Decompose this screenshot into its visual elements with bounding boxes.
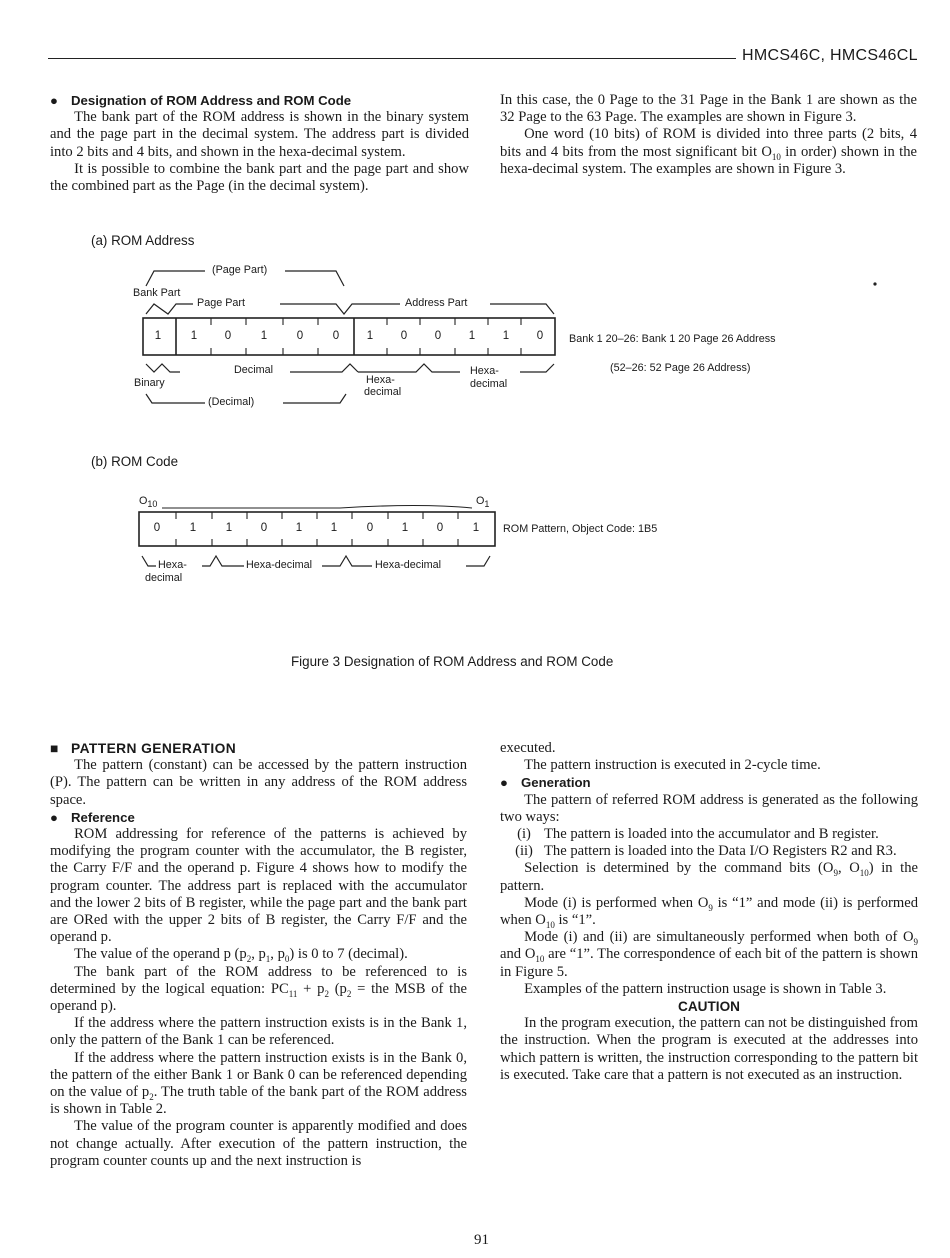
- paragraph: The bank part of the ROM address is shown in the binary system and the page part in the decimal system. The address part is divided into 2 bits and 4 bits, and shown in the hexa-decimal system.: [50, 109, 469, 160]
- section-heading-text: PATTERN GENERATION: [71, 741, 237, 756]
- code-hexa-label-b: decimal: [145, 572, 183, 584]
- code-bit: 1: [401, 522, 409, 534]
- pattern-generation-left-column: [50, 740, 467, 1170]
- code-hexa-right-label: Hexa-decimal: [375, 559, 442, 571]
- brace-line: [358, 364, 460, 372]
- brace-line: [283, 394, 346, 403]
- page-part-label: Page Part: [197, 297, 246, 309]
- square-bullet-icon: ■: [50, 741, 59, 756]
- page-note: (52–26: 52 Page 26 Address): [610, 362, 751, 374]
- paragraph: Selection is determined by the command bits ($O_9$, $O_{10}$) in the pattern.: [500, 860, 918, 894]
- address-bit: 1: [190, 330, 198, 342]
- list-item: (i) The pattern is loaded into the accumulator and B register.: [517, 826, 879, 843]
- brace-line: [520, 364, 554, 372]
- bit-range-line: [162, 506, 472, 509]
- section-heading: [50, 740, 467, 757]
- page-part-brace-label: (Page Part): [212, 264, 268, 276]
- address-bit: 0: [400, 330, 408, 342]
- bank-part-label: Bank Part: [133, 287, 181, 299]
- address-bit: 0: [296, 330, 304, 342]
- intro-heading: [50, 92, 469, 109]
- figure-a-label: (a) ROM Address: [91, 233, 195, 248]
- paragraph: executed.: [500, 740, 556, 756]
- code-bit: 0: [436, 522, 444, 534]
- list-item: (ii) The pattern is loaded into the Data I/O Registers R2 and R3.: [515, 843, 897, 860]
- hexa-label-1a: Hexa-: [366, 374, 395, 386]
- address-box: [143, 318, 555, 355]
- paragraph: The pattern instruction is executed in 2-cycle time.: [524, 757, 821, 774]
- address-bit: 1: [260, 330, 268, 342]
- brace-line: [280, 304, 400, 314]
- code-bit: 1: [189, 522, 197, 534]
- brace-line: [466, 556, 490, 566]
- code-bit: 1: [225, 522, 233, 534]
- pattern-generation-right-column: [500, 740, 918, 1084]
- caution-heading: CAUTION: [678, 999, 740, 1015]
- bullet-icon: ●: [50, 809, 58, 825]
- stray-dot: [873, 282, 876, 285]
- hexa-label-1b: decimal: [364, 386, 402, 398]
- intro-right-column: [500, 92, 917, 178]
- code-bit: 0: [153, 522, 161, 534]
- brace-line: [322, 556, 372, 566]
- paragraph: One word (10 bits) of ROM is divided into three parts (2 bits, 4 bits and 4 bits from the most significant bit $O_{10}$ in order) shown in the hexa-decimal system. The examples are shown in Figure 3.: [500, 126, 917, 177]
- paragraph: If the address where the pattern instruction exists is in the Bank 0, the pattern of the either Bank 1 or Bank 0 can be referenced depending on the value of $p_2$. The truth table of the bank part of the ROM address is shown in Table 2.: [50, 1049, 467, 1118]
- hexa-label-2a: Hexa-: [470, 365, 499, 377]
- subheading-generation: ● Generation: [500, 775, 591, 791]
- paragraph: In the program execution, the pattern can not be distinguished from the instruction. When the program is executed at the addresses into which pattern is written, the instruction corresponding to the pattern bit is executed. Take care that a pattern is not executed as an instruction.: [500, 1015, 918, 1083]
- paragraph: The bank part of the ROM address to be referenced to is determined by the logical equation: $PC_{11} + p_2$ ($p_2$ = the MSB of the operand p).: [50, 963, 468, 1015]
- brace-line: [142, 556, 156, 566]
- paragraph: Mode (i) is performed when $O_9$ is “1” and mode (ii) is performed when $O_{10}$ is “1”.: [500, 894, 918, 930]
- paragraph: In this case, the 0 Page to the 31 Page in the Bank 1 are shown as the 32 Page to the 63 Page. The examples are shown in Figure 3.: [500, 92, 917, 126]
- decimal-label: Decimal: [234, 364, 273, 376]
- paragraph: The pattern (constant) can be accessed by the pattern instruction (P). The pattern can be written in any address of the ROM address space.: [50, 757, 467, 808]
- code-hexa-label-a: Hexa-: [158, 559, 187, 571]
- address-bit: 1: [502, 330, 510, 342]
- address-bit: 0: [434, 330, 442, 342]
- code-bit: 0: [260, 522, 268, 534]
- page-number: 91: [474, 1232, 489, 1248]
- o10-label: $O_{10}$: [139, 495, 158, 510]
- code-bit: 1: [472, 522, 480, 534]
- bullet-icon: ●: [50, 93, 58, 108]
- address-bit: 1: [468, 330, 476, 342]
- paragraph: If the address where the pattern instruction exists is in the Bank 1, only the pattern of the Bank 1 can be referenced.: [50, 1015, 467, 1049]
- address-bit: 1: [366, 330, 374, 342]
- intro-left-column: [50, 92, 469, 195]
- brace-line: [202, 556, 244, 566]
- address-bit: 0: [536, 330, 544, 342]
- hexa-label-2b: decimal: [470, 378, 508, 390]
- code-bit: 1: [330, 522, 338, 534]
- address-part-label: Address Part: [405, 297, 468, 309]
- header-title: HMCS46C, HMCS46CL: [742, 47, 918, 64]
- brace-line: [285, 271, 344, 286]
- code-bit: 1: [295, 522, 303, 534]
- code-bit: 0: [366, 522, 374, 534]
- header-rule: [48, 58, 736, 59]
- figure-caption: Figure 3 Designation of ROM Address and ROM Code: [291, 654, 614, 669]
- paragraph: ROM addressing for reference of the patterns is achieved by modifying the program counter with the accumulator, the B register, the Carry F/F and the operand p. Figure 4 shows how to modify the program counter. The address part is replaced with the accumulator and the lower 2 bits of B register, while the page part and the bank part are ORed with the upper 2 bits of B register, the Carry F/F and the operand p.: [50, 826, 467, 946]
- code-note: ROM Pattern, Object Code: 1B5: [503, 523, 658, 535]
- address-bit: 1: [154, 330, 162, 342]
- o1-label: $O_1$: [476, 495, 490, 510]
- subheading-reference: ● Reference: [50, 809, 135, 825]
- paragraph: It is possible to combine the bank part and the page part and show the combined part as the Page (in the decimal system).: [50, 160, 469, 195]
- decimal-paren-label: (Decimal): [208, 396, 255, 408]
- brace-line: [146, 304, 193, 314]
- address-bit: 0: [332, 330, 340, 342]
- brace-line: [290, 364, 358, 372]
- bank-note: Bank 1 20–26: Bank 1 20 Page 26 Address: [569, 333, 776, 345]
- binary-label: Binary: [134, 377, 165, 389]
- brace-line: [146, 364, 180, 372]
- paragraph: Mode (i) and (ii) are simultaneously performed when both of $O_9$ and $O_{10}$ are “1”. The correspondence of each bit of the pattern is shown in Figure 5.: [500, 929, 918, 980]
- paragraph: The pattern of referred ROM address is generated as the following two ways:: [500, 791, 918, 825]
- figure-b-label: (b) ROM Code: [91, 454, 179, 469]
- paragraph: The value of the program counter is apparently modified and does not change actually. After execution of the pattern instruction, the program counter counts up and the next instruction is: [50, 1118, 467, 1169]
- brace-line: [490, 304, 554, 314]
- address-bit: 0: [224, 330, 232, 342]
- paragraph: The value of the operand p ($p_2$, $p_1$, $p_0$) is 0 to 7 (decimal).: [74, 946, 408, 965]
- brace-line: [146, 271, 205, 286]
- brace-line: [146, 394, 205, 403]
- intro-heading-text: Designation of ROM Address and ROM Code: [71, 93, 352, 108]
- code-hexa-mid-label: Hexa-decimal: [246, 559, 313, 571]
- paragraph: Examples of the pattern instruction usage is shown in Table 3.: [524, 980, 887, 997]
- bullet-icon: ●: [500, 775, 508, 791]
